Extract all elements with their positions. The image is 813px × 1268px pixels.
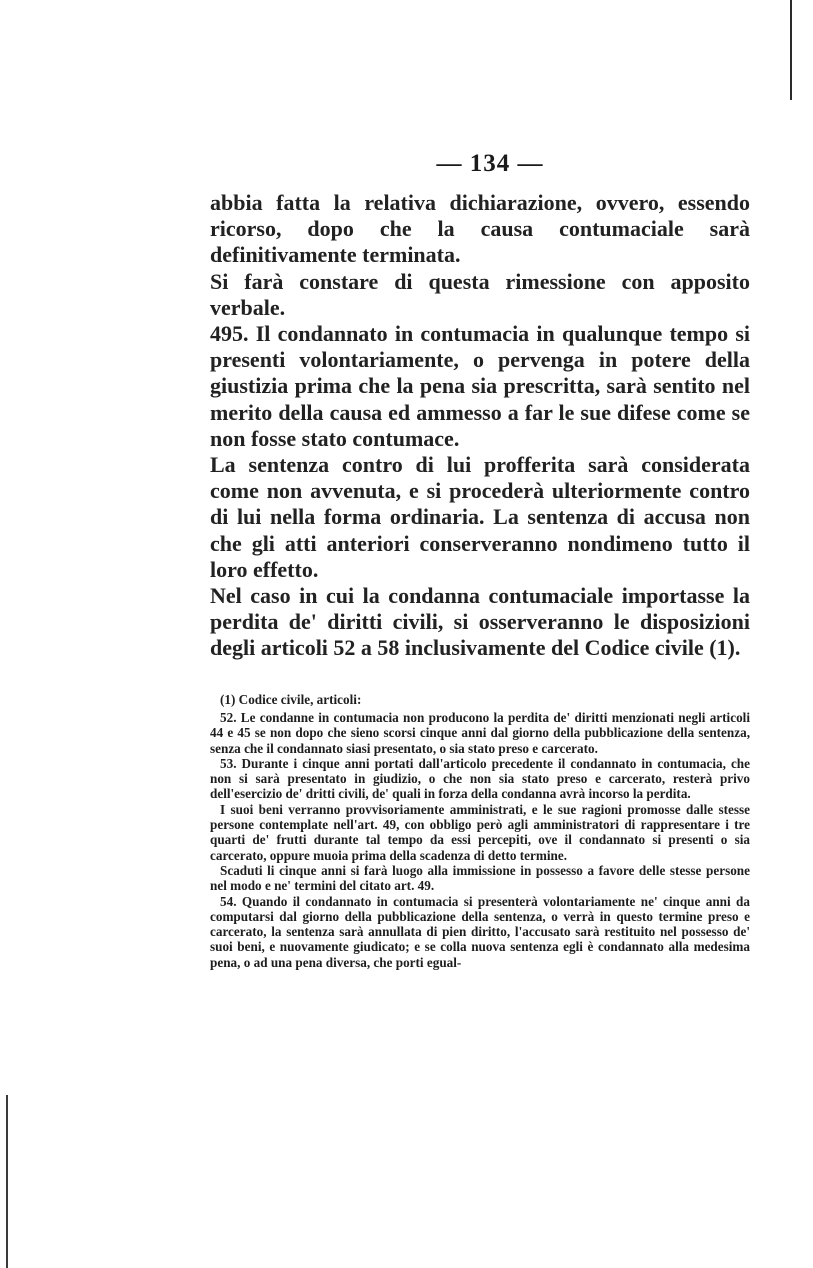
scan-edge-left xyxy=(6,1095,8,1268)
page-number: — 134 — xyxy=(436,150,544,177)
footnote-scaduti: Scaduti li cinque anni si farà luogo alla immissione in possesso a favore delle stesse persone nel modo e ne' termini del citato art. 49. xyxy=(210,862,750,894)
footnote-article-52: 52. Le condanne in contumacia non producono la perdita de' diritti menzionati negli articoli 44 e 45 se non dopo che sieno scorsi cinque anni dal giorno della pubblicazione della sentenza, senza che il condannato siasi presentato, o sia stato preso e carcerato. xyxy=(210,709,750,756)
book-page xyxy=(210,150,750,970)
paragraph-verbale: Si farà constare di questa rimessione con apposito verbale. xyxy=(210,268,750,320)
footnote-beni: I suoi beni verranno provvisoriamente amministrati, e le sue ragioni promosse dalle stesse persone contemplate nell'art. 49, con obbligo però agli amministratori di rappresentare i tre quarti de' frutti durante tal tempo da essi percepiti, ove il condannato si presenti o sia carcerato, oppure muoia prima della scadenza di detto termine. xyxy=(210,801,750,863)
footnotes xyxy=(210,692,750,970)
footnote-article-53: 53. Durante i cinque anni portati dall'articolo precedente il condannato in contumacia, che non si sarà presentato in giudizio, o che non sia stato preso e carcerato, resterà privo dell'esercizio de' dritti civili, de' quali in forza della condanna avrà incorso la perdita. xyxy=(210,755,750,802)
footnote-article-54: 54. Quando il condannato in contumacia si presenterà volontariamente ne' cinque anni da computarsi dal giorno della pubblicazione della sentenza, o verrà in questo termine preso e carcerato, la sentenza sarà annullata di pien diritto, l'accusato sarà restituito nel possesso de' suoi beni, e nuovamente giudicato; e se colla nuova sentenza egli è condannato alla medesima pena, o ad una pena diversa, che porti egual- xyxy=(210,893,750,970)
footnote-heading: (1) Codice civile, articoli: xyxy=(220,691,362,707)
paragraph-diritti-civili: Nel caso in cui la condanna contumaciale importasse la perdita de' diritti civili, si osserveranno le disposizioni degli articoli 52 a 58 inclusivamente del Codice civile (1). xyxy=(210,583,750,661)
paragraph-article-495: 495. Il condannato in contumacia in qualunque tempo si presenti volontariamente, o pervenga in potere della giustizia prima che la pena sia prescritta, sarà sentito nel merito della causa ed ammesso a far le sue difese come se non fosse stato contumace. xyxy=(210,321,750,451)
paragraph-continuation: abbia fatta la relativa dichiarazione, ovvero, essendo ricorso, dopo che la causa contumaciale sarà definitivamente terminata. xyxy=(210,190,750,268)
scan-edge-right xyxy=(790,0,792,100)
paragraph-sentenza: La sentenza contro di lui profferita sarà considerata come non avvenuta, e si procederà ulteriormente contro di lui nella forma ordinaria. La sentenza di accusa non che gli atti anteriori conserveranno nondimeno tutto il loro effetto. xyxy=(210,452,750,582)
main-text xyxy=(210,190,750,662)
